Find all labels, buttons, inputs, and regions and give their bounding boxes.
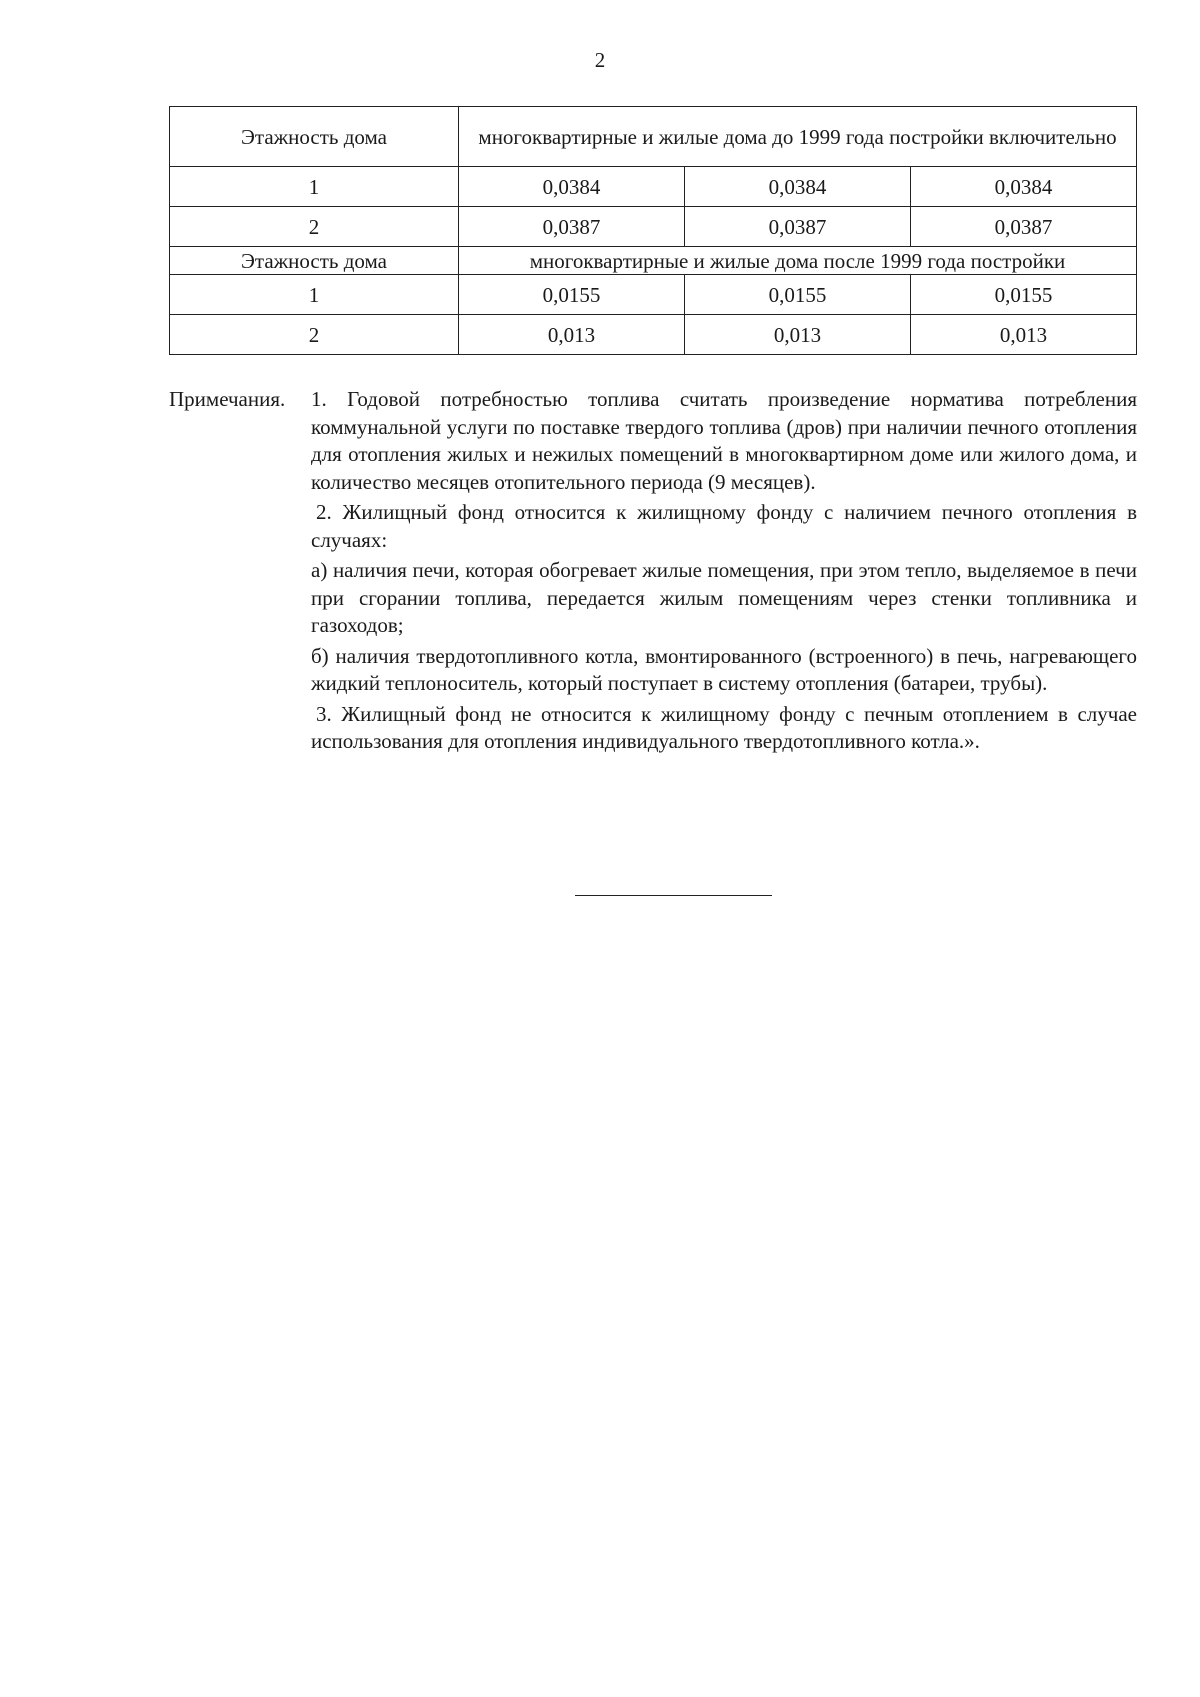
value-cell: 0,0384 xyxy=(685,167,911,207)
note-item-2a: а) наличия печи, которая обогревает жилые помещения, при этом тепло, выделяемое в печи при сгорании топлива, передается жилым помещениям через стенки топливника и газоходов; xyxy=(311,558,1137,637)
note-item-2b: б) наличия твердотопливного котла, вмонтированного (встроенного) в печь, нагревающего жидкий теплоноситель, который поступает в систему отопления (батареи, трубы). xyxy=(311,643,1137,695)
table-row xyxy=(170,167,1137,207)
header-floor-label: Этажность дома xyxy=(170,107,459,167)
table-row xyxy=(170,315,1137,355)
note-item-3: 3. Жилищный фонд не относится к жилищному фонду с печным отоплением в случае использования для отопления индивидуального твердотопливного котла.». xyxy=(311,701,1137,753)
value-cell: 0,0387 xyxy=(459,207,685,247)
floor-cell: 1 xyxy=(170,167,459,207)
value-cell: 0,0387 xyxy=(911,207,1137,247)
value-cell: 0,013 xyxy=(911,315,1137,355)
value-cell: 0,013 xyxy=(459,315,685,355)
note-item-2: 2. Жилищный фонд относится к жилищному фонду с наличием печного отопления в случаях: xyxy=(311,500,1137,552)
table-row xyxy=(170,275,1137,315)
header-floor-label: Этажность дома xyxy=(170,247,459,275)
norms-table xyxy=(169,106,1137,355)
table-row xyxy=(170,207,1137,247)
floor-cell: 2 xyxy=(170,315,459,355)
value-cell: 0,0155 xyxy=(911,275,1137,315)
value-cell: 0,0384 xyxy=(911,167,1137,207)
notes-section xyxy=(169,386,1137,759)
table-header-row xyxy=(170,107,1137,167)
value-cell: 0,013 xyxy=(685,315,911,355)
closing-divider xyxy=(575,895,772,896)
value-cell: 0,0155 xyxy=(459,275,685,315)
note-item-1: 1. Годовой потребностью топлива считать произведение норматива потребления коммунальной услуги по поставке твердого топлива (дров) при наличии печного отопления для отопления жилых и нежилых помещений в многоквартирном доме или жилого дома, и количество месяцев отопительного периода (9 месяцев). xyxy=(311,387,1137,494)
header-category-after-1999: многоквартирные и жилые дома после 1999 года постройки xyxy=(459,247,1137,275)
floor-cell: 1 xyxy=(170,275,459,315)
value-cell: 0,0155 xyxy=(685,275,911,315)
notes-label: Примечания. xyxy=(169,387,286,411)
notes-body xyxy=(311,386,1137,756)
floor-cell: 2 xyxy=(170,207,459,247)
page-number: 2 xyxy=(594,48,606,72)
value-cell: 0,0387 xyxy=(685,207,911,247)
table-header-row xyxy=(170,247,1137,275)
header-category-before-1999: многоквартирные и жилые дома до 1999 года постройки включительно xyxy=(459,107,1137,167)
value-cell: 0,0384 xyxy=(459,167,685,207)
